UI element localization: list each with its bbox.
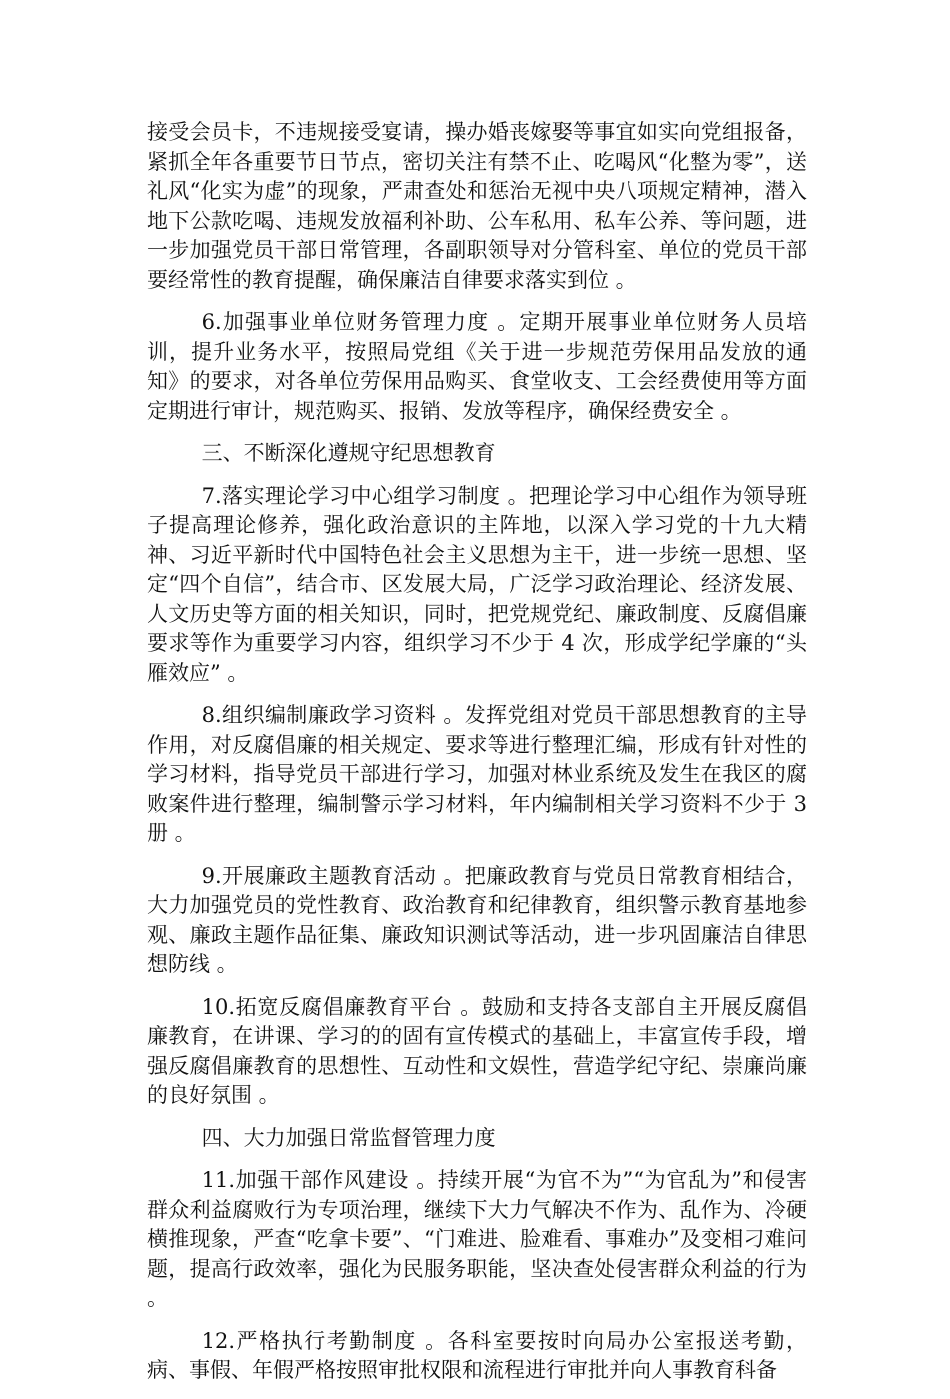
- section-heading-3: 三、不断深化遵规守纪思想教育: [201, 441, 496, 465]
- paragraph-item-6: 6.加强事业单位财务管理力度 。定期开展事业单位财务人员培训，提升业务水平，按照局党组《关于进一步规范劳保用品发放的通知》的要求，对各单位劳保用品购买、食堂收支、工会经费使用等方面定期进行审计，规范购买、报销、发放等程序，确保经费安全 。: [147, 310, 807, 423]
- paragraph-item-9: 9.开展廉政主题教育活动 。把廉政教育与党员日常教育相结合，大力加强党员的党性教育、政治教育和纪律教育，组织警示教育基地参观、廉政主题作品征集、廉政知识测试等活动，进一步巩固廉洁自律思想防线 。: [147, 863, 807, 976]
- paragraph-item-8: 8.组织编制廉政学习资料 。发挥党组对党员干部思想教育的主导作用，对反腐倡廉的相关规定、要求等进行整理汇编，形成有针对性的学习材料，指导党员干部进行学习，加强对林业系统及发生在我区的腐败案件进行整理，编制警示学习材料，年内编制相关学习资料不少于 3 册 。: [147, 703, 814, 845]
- paragraph-continuation: 接受会员卡，不违规接受宴请，操办婚丧嫁娶等事宜如实向党组报备，紧抓全年各重要节日节点，密切关注有禁不止、吃喝风“化整为零”，送礼风“化实为虚”的现象，严肃查处和惩治无视中央八项规定精神，潜入地下公款吃喝、违规发放福利补助、公车私用、私车公养、等问题，进一步加强党员干部日常管理，各副职领导对分管科室、单位的党员干部要经常性的教育提醒，确保廉洁自律要求落实到位 。: [147, 120, 807, 292]
- paragraph-item-7: 7.落实理论学习中心组学习制度 。把理论学习中心组作为领导班子提高理论修养，强化政治意识的主阵地，以深入学习党的十九大精神、习近平新时代中国特色社会主义思想为主干，进一步统一思想、坚定“四个自信”，结合市、区发展大局，广泛学习政治理论、经济发展、人文历史等方面的相关知识，同时，把党规党纪、廉政制度、反腐倡廉要求等作为重要学习内容，组织学习不少于 4 次，形成学纪学廉的“头雁效应” 。: [147, 483, 807, 685]
- document-body: [147, 118, 814, 1399]
- paragraph-item-10: 10.拓宽反腐倡廉教育平台 。鼓励和支持各支部自主开展反腐倡廉教育，在讲课、学习的的固有宣传模式的基础上，丰富宣传手段，增强反腐倡廉教育的思想性、互动性和文娱性，营造学纪守纪、崇廉尚廉的良好氛围 。: [147, 994, 807, 1107]
- section-heading-4: 四、大力加强日常监督管理力度: [201, 1125, 496, 1150]
- paragraph-item-12: 12.严格执行考勤制度 。各科室要按时向局办公室报送考勤，病、事假、年假严格按照审批权限和流程进行审批并向人事教育科备: [147, 1328, 807, 1382]
- paragraph-item-11: 11.加强干部作风建设 。持续开展“为官不为”“为官乱为”和侵害群众利益腐败行为专项治理，继续下大力气解决不作为、乱作为、冷硬横推现象，严查“吃拿卡要”、“门难进、脸难看、事难办”及变相刁难问题，提高行政效率，强化为民服务职能，坚决查处侵害群众利益的行为 。: [147, 1168, 814, 1310]
